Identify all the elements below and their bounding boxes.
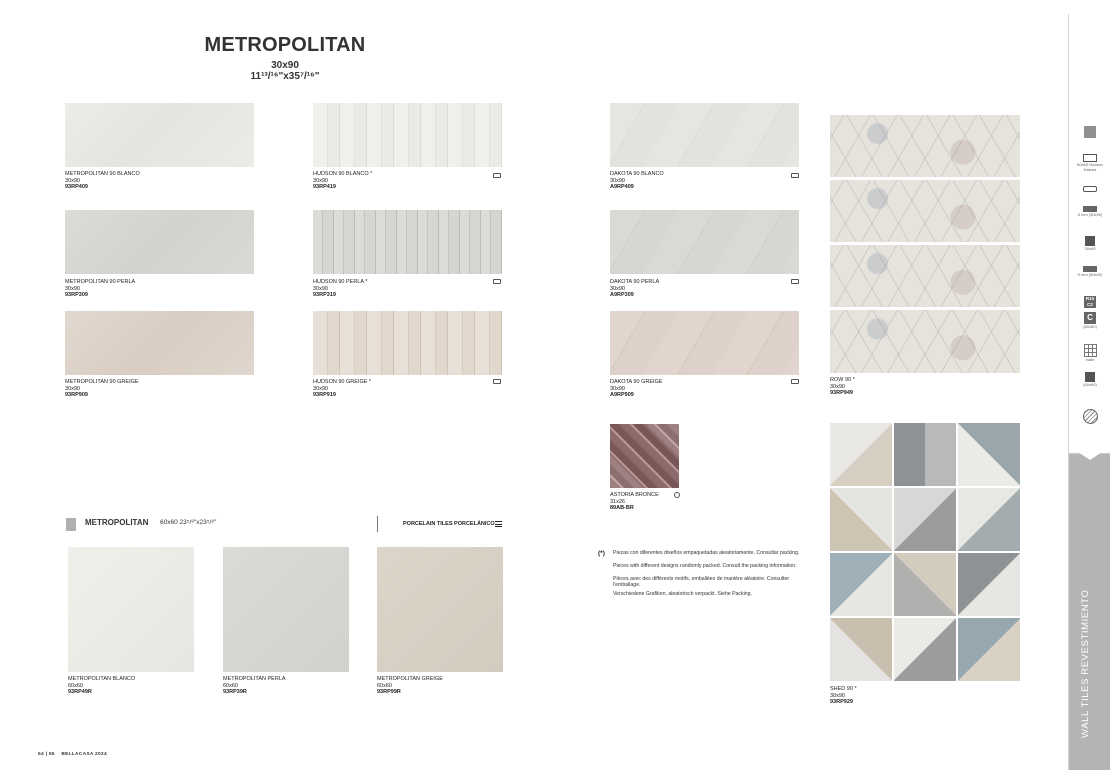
tiles-icon: (60x60) [1077,372,1103,387]
packing-icon [791,173,799,178]
tile-caption: DAKOTA 90 GREIGE 30x90 A9RP909 [610,379,663,398]
tile-metropolitan-60-perla[interactable] [223,547,349,672]
tile-image [610,210,799,274]
section-title: METROPOLITAN [85,518,149,527]
shed-piece [958,488,1020,551]
shed-piece [894,423,956,486]
tile-image [65,210,254,274]
tile-image [377,547,503,672]
format-metric: 30x90 [271,60,299,71]
slip-rating-icon: R10 C2 [1085,296,1095,307]
note-mark: (*) [598,550,605,557]
tile-image [610,103,799,167]
tile-caption: ROW 90 * 30x90 93RP949 [830,377,855,396]
tile-metropolitan-60-greige[interactable] [377,547,503,672]
tile-image [223,547,349,672]
format-label [170,60,400,82]
tile-dakota-90-blanco[interactable] [610,103,799,167]
page-numbers: 54 | 55 [38,752,55,757]
thickness-icon: 9 mm (60x60) [1077,266,1103,277]
tile-image [313,210,502,274]
tile-caption: DAKOTA 90 PERLA 30x90 A9RP309 [610,279,660,298]
tile-dakota-90-perla[interactable] [610,210,799,274]
class-c-icon: C (60x60) [1083,313,1097,329]
tile-caption: DAKOTA 90 BLANCO 30x90 A9RP409 [610,171,664,190]
shed-piece [894,618,956,681]
tile-image [313,311,502,375]
note-fr: Pièces avec des différents motifs, emballées de manière aléatoire. Consulter l'emballage. [613,576,790,589]
tile-image [830,245,1020,307]
tile-image [610,424,679,488]
format-inches: 11¹³/¹⁶"x35⁷/¹⁶" [250,71,320,82]
frame-icon: 60x60 Hudson Dakota [1077,154,1103,172]
note-de: Verschiedene Grafiken, aleatorisch verpackt. Siehe Packing. [613,591,752,597]
mosaic-icon [674,492,680,498]
tile-dakota-90-greige[interactable] [610,311,799,375]
shed-piece [830,618,892,681]
porcelain-icon [495,521,502,527]
tile-metropolitan-90-greige[interactable] [65,311,254,375]
tile-image [65,311,254,375]
tile-hudson-90-greige[interactable] [313,311,502,375]
tile-caption: METROPOLITAN BLANCO 60x60 93RP49R [68,676,136,695]
tile-image [830,180,1020,242]
tile-metropolitan-60-blanco[interactable] [68,547,194,672]
page-footer [38,752,107,757]
tile-image [610,311,799,375]
tile-caption: HUDSON 90 BLANCO * 30x90 93RP419 [313,171,373,190]
thickness-icon: 8 mm (30x90) [1077,206,1103,217]
tile-image [65,103,254,167]
shed-piece [894,553,956,616]
vertical-section-label: WALL TILES REVESTIMIENTO [1080,589,1091,738]
packing-icon [493,173,501,178]
tile-caption: SHED 90 * 30x90 93RP929 [830,686,857,705]
tile-metropolitan-90-blanco[interactable] [65,103,254,167]
tile-metropolitan-90-perla[interactable] [65,210,254,274]
tile-caption: ASTORIA BRONCE 31x26 89AB-BR [610,492,659,511]
tile-hudson-90-blanco[interactable] [313,103,502,167]
section-size: 60x60 23⁵/⁸"x23⁵/⁸" [160,519,217,526]
tile-caption: METROPOLITAN PERLA 60x60 93RP39R [223,676,286,695]
tile-caption: METROPOLITAN 90 BLANCO 30x90 93RP409 [65,171,140,190]
packing-icon [493,279,501,284]
note-es: Piezas con diferentes diseños empaquetadas aleatoriamente. Consultar packing. [613,550,800,556]
tile-caption: HUDSON 90 PERLA * 30x90 93RP319 [313,279,368,298]
shed-piece [830,488,892,551]
tile-caption: METROPOLITAN 90 GREIGE 30x90 93RP909 [65,379,139,398]
packing-icon [493,379,501,384]
box-icon [1077,186,1103,192]
frost-icon [1077,409,1103,424]
shed-piece [830,553,892,616]
tile-caption: HUDSON 90 GREIGE * 30x90 93RP919 [313,379,372,398]
tile-image [68,547,194,672]
tile-shed-90-decor[interactable] [830,423,1020,681]
shed-piece [958,618,1020,681]
page-title: METROPOLITAN [204,34,366,56]
brand-label: BELLACASA 2024 [61,752,107,757]
note-en: Pieces with different designs randomly packed. Consult the packing information. [613,563,797,569]
tile-caption: METROPOLITAN GREIGE 60x60 93RP99R [377,676,443,695]
tile-row-90-decor[interactable] [830,115,1020,373]
color-swatch-icon [1077,126,1103,138]
tile-astoria-bronce[interactable] [610,424,679,488]
grid-icon: mate [1077,344,1103,362]
tile-image [313,103,502,167]
packing-icon [791,279,799,284]
shed-piece [958,553,1020,616]
tile-hudson-90-perla[interactable] [313,210,502,274]
divider [377,516,378,532]
tile-caption: METROPOLITAN 90 PERLA 30x90 93RP309 [65,279,136,298]
tile-image [830,115,1020,177]
section-marker [66,518,76,531]
shed-piece [894,488,956,551]
porcelain-label: PORCELAIN TILES PORCELÁNICO [403,521,495,527]
tile-image [830,310,1020,373]
shed-piece [958,423,1020,486]
tiles-icon: 30x90 [1077,236,1103,251]
packing-icon [791,379,799,384]
shed-piece [830,423,892,486]
